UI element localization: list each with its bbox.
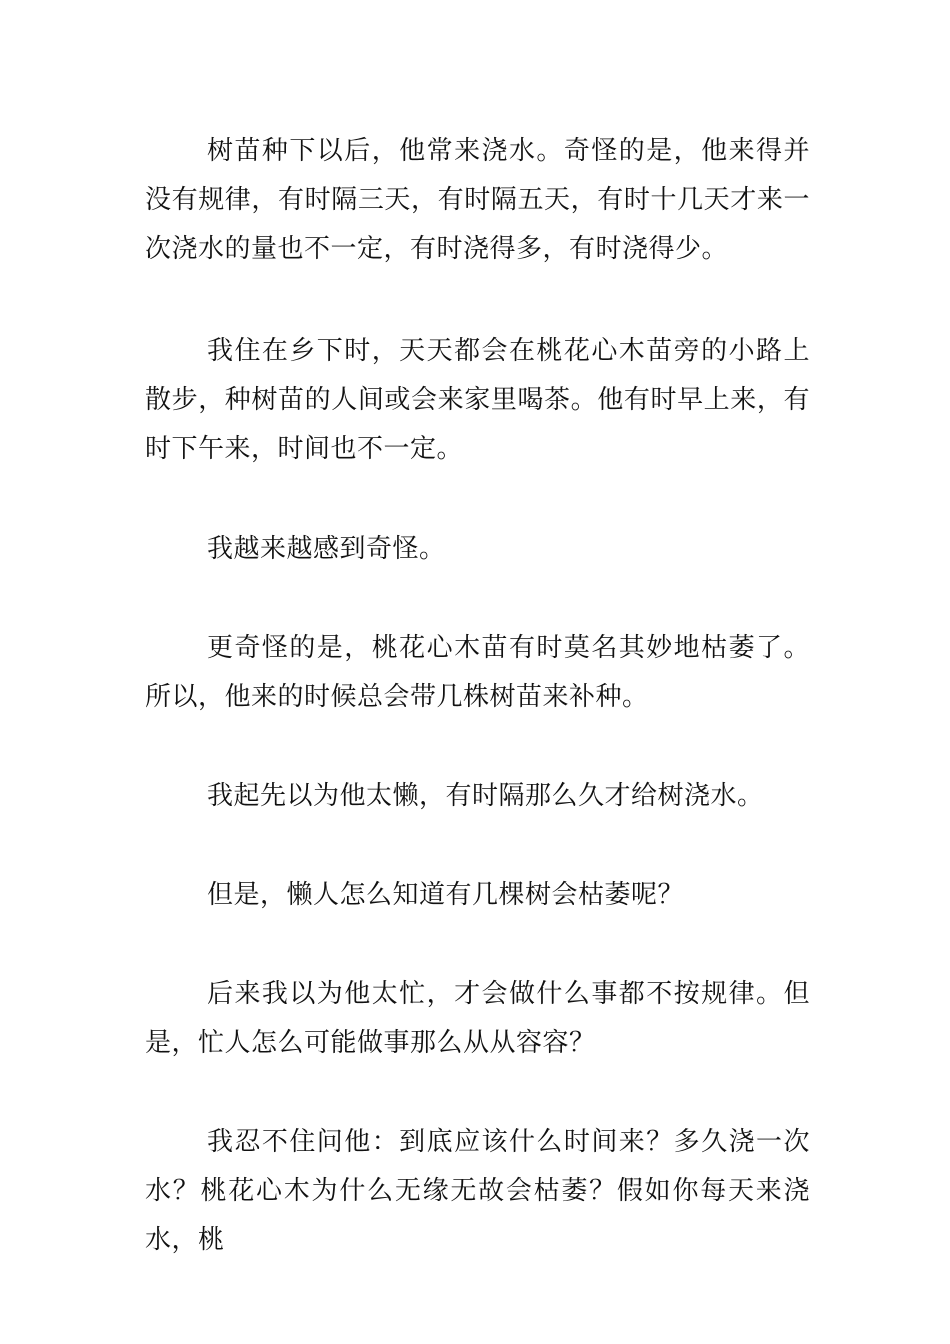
paragraph-7: 后来我以为他太忙，才会做什么事都不按规律。但是，忙人怎么可能做事那么从从容容？ xyxy=(145,979,810,1058)
paragraph-3: 我越来越感到奇怪。 xyxy=(207,534,446,564)
paragraph-6: 但是，懒人怎么知道有几棵树会枯萎呢？ xyxy=(207,880,685,910)
paragraph-5: 我起先以为他太懒，有时隔那么久才给树浇水。 xyxy=(207,781,764,811)
paragraph-1: 树苗种下以后，他常来浇水。奇怪的是，他来得并没有规律，有时隔三天，有时隔五天，有时十几天才来一次浇水的量也不一定，有时浇得多，有时浇得少。 xyxy=(145,136,810,264)
paragraph-8: 我忍不住问他：到底应该什么时间来？多久浇一次水？桃花心木为什么无缘无故会枯萎？假如你每天来浇水，桃 xyxy=(145,1127,810,1255)
paragraph-4: 更奇怪的是，桃花心木苗有时莫名其妙地枯萎了。所以，他来的时候总会带几株树苗来补种。 xyxy=(145,633,810,712)
paragraph-2: 我住在乡下时，天天都会在桃花心木苗旁的小路上散步，种树苗的人间或会来家里喝茶。他有时早上来，有时下午来，时间也不一定。 xyxy=(145,336,810,464)
